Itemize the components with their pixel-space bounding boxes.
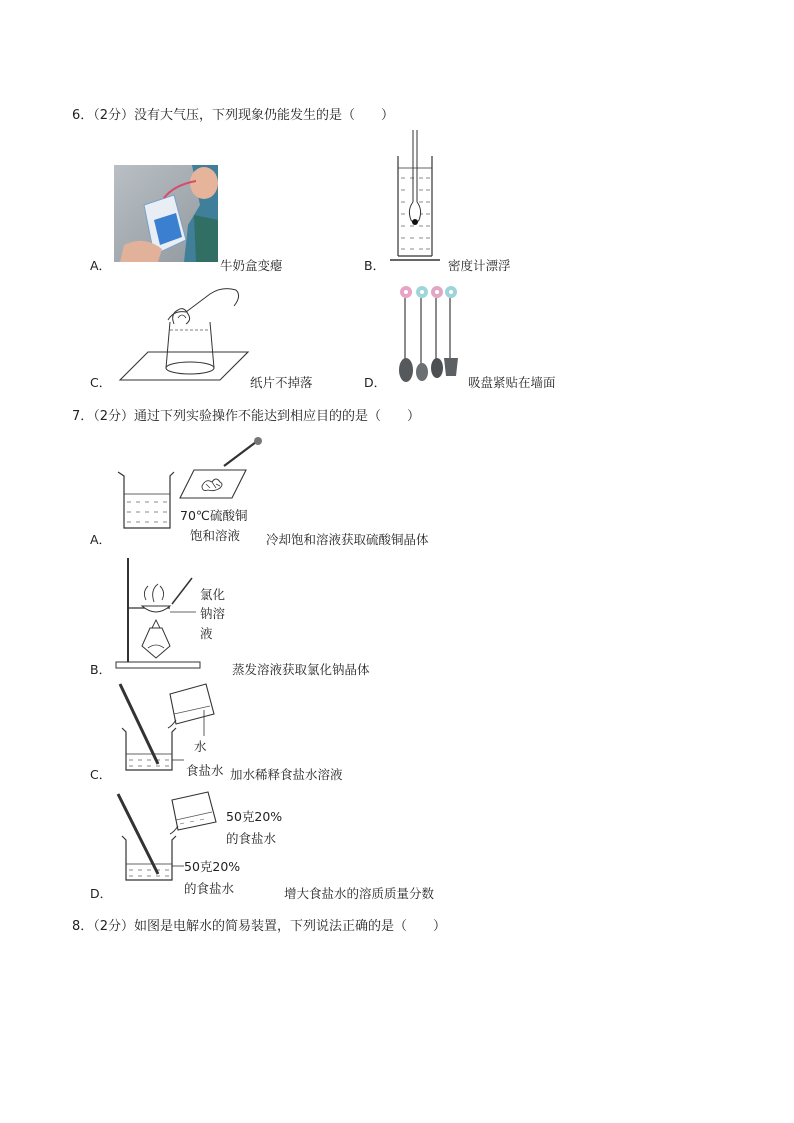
q7-option-d-letter[interactable]: D． [90, 886, 113, 901]
q7c-label-water: 水 [194, 739, 207, 754]
question-7-stem: 7．（2分）通过下列实验操作不能达到相应目的的是（ ） [72, 409, 421, 424]
q7-option-b-letter[interactable]: B． [90, 662, 112, 677]
dilution-diagram [114, 680, 218, 774]
cup-paper-diagram [118, 284, 250, 384]
hydrometer-diagram [388, 128, 446, 262]
q7d-label-4: 的食盐水 [184, 881, 235, 896]
q6-option-d-caption: 吸盘紧贴在墙面 [468, 375, 556, 390]
q6-option-b-caption: 密度计漂浮 [448, 258, 511, 273]
evaporation-diagram [112, 556, 202, 672]
q7-option-c-letter[interactable]: C． [90, 767, 112, 782]
question-8-stem: 8．（2分）如图是电解水的简易装置，下列说法正确的是（ ） [72, 919, 447, 934]
q7-option-a-caption: 冷却饱和溶液获取硫酸铜晶体 [266, 532, 429, 547]
q7b-label-3: 液 [200, 626, 213, 641]
q6-option-b-letter[interactable]: B． [364, 258, 386, 273]
suction-cups-photo [398, 284, 464, 384]
q7d-label-1: 50克20% [226, 809, 283, 824]
q7a-label-2: 饱和溶液 [190, 528, 241, 543]
q6-option-c-caption: 纸片不掉落 [250, 375, 313, 390]
q7-option-d-caption: 增大食盐水的溶质质量分数 [284, 886, 435, 901]
q7b-label-1: 氯化 [200, 587, 226, 602]
q6-option-a-caption: 牛奶盒变瘪 [220, 258, 283, 273]
q7a-label-1: 70℃硫酸铜 [180, 508, 248, 523]
q7-option-c-caption: 加水稀释食盐水溶液 [230, 767, 343, 782]
milk-carton-photo [114, 165, 218, 262]
q7d-label-2: 的食盐水 [226, 831, 277, 846]
q7-option-a-letter[interactable]: A． [90, 532, 112, 547]
q6-option-c-letter[interactable]: C． [90, 375, 112, 390]
q7b-label-2: 钠溶 [200, 606, 226, 621]
question-6-stem: 6．（2分）没有大气压，下列现象仍能发生的是（ ） [72, 108, 395, 123]
q6-option-a-letter[interactable]: A． [90, 258, 112, 273]
q7d-label-3: 50克20% [184, 859, 241, 874]
q7-option-b-caption: 蒸发溶液获取氯化钠晶体 [232, 662, 370, 677]
q7c-label-saltwater: 食盐水 [186, 763, 224, 778]
q6-option-d-letter[interactable]: D． [364, 375, 387, 390]
